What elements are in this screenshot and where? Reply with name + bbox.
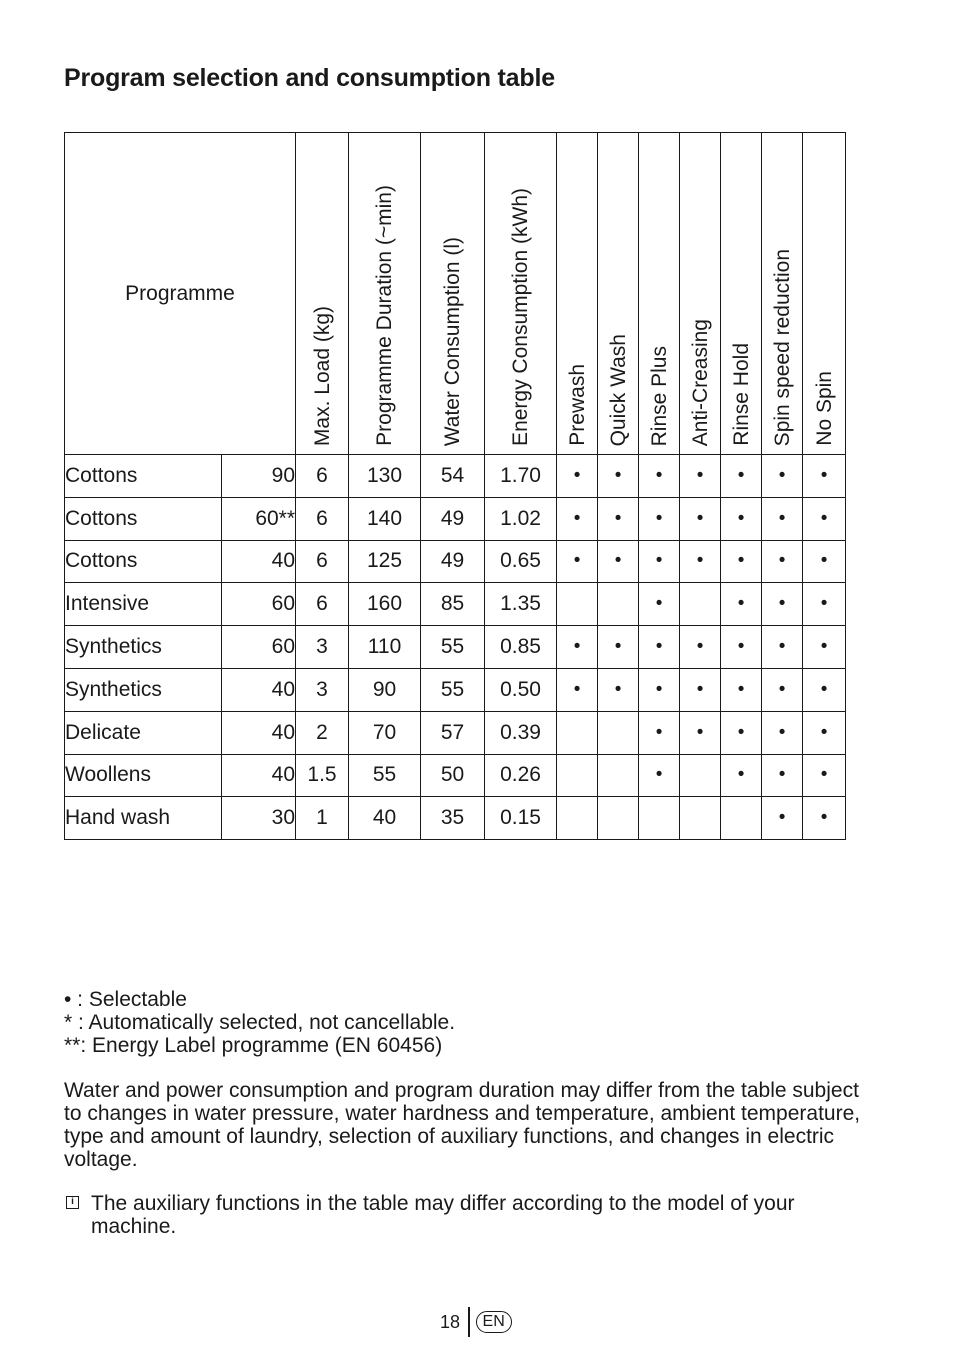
energy-consumption-cell: 0.85 (485, 626, 557, 669)
programme-name-cell: Cottons (65, 497, 222, 540)
option-cell (557, 754, 598, 797)
option-cell: • (639, 668, 680, 711)
max-load-cell: 1.5 (296, 754, 349, 797)
program-table (64, 132, 846, 840)
option-cell: • (557, 455, 598, 498)
page-footer (440, 1307, 512, 1337)
option-cell: • (721, 711, 762, 754)
header-label: Anti-Creasing (688, 318, 712, 446)
option-cell (557, 711, 598, 754)
option-cell: • (557, 540, 598, 583)
option-cell: • (557, 497, 598, 540)
temperature-cell: 90 (222, 455, 296, 498)
duration-cell: 160 (349, 583, 421, 626)
option-cell: • (721, 497, 762, 540)
programme-name-cell: Synthetics (65, 668, 222, 711)
option-cell (639, 797, 680, 840)
duration-cell: 125 (349, 540, 421, 583)
water-consumption-cell: 54 (421, 455, 485, 498)
legend-item: • : Selectable (64, 988, 187, 1011)
table-row (65, 626, 846, 669)
max-load-cell: 6 (296, 455, 349, 498)
water-consumption-cell: 85 (421, 583, 485, 626)
table-row (65, 455, 846, 498)
header-label: Spin speed reduction (770, 248, 794, 446)
option-cell: • (803, 668, 846, 711)
option-cell: • (557, 626, 598, 669)
footer-divider (468, 1307, 470, 1337)
option-cell (557, 797, 598, 840)
programme-name-cell: Cottons (65, 540, 222, 583)
option-cell: • (598, 497, 639, 540)
table-row (65, 540, 846, 583)
option-cell: • (639, 626, 680, 669)
header-spin-speed-reduction (762, 133, 803, 455)
header-anti-creasing (680, 133, 721, 455)
header-label: Quick Wash (606, 333, 630, 446)
option-cell: • (721, 668, 762, 711)
option-cell: • (680, 626, 721, 669)
option-cell: • (721, 455, 762, 498)
option-cell (598, 583, 639, 626)
option-cell: • (721, 583, 762, 626)
header-water (421, 133, 485, 455)
option-cell: • (803, 583, 846, 626)
header-label: Water Consumption (l) (441, 236, 465, 446)
max-load-cell: 2 (296, 711, 349, 754)
option-cell: • (762, 455, 803, 498)
energy-consumption-cell: 0.39 (485, 711, 557, 754)
option-cell (598, 797, 639, 840)
duration-cell: 70 (349, 711, 421, 754)
option-cell: • (680, 455, 721, 498)
option-cell: • (762, 668, 803, 711)
option-cell: • (639, 583, 680, 626)
table-row (65, 711, 846, 754)
duration-cell: 90 (349, 668, 421, 711)
header-label: Programme Duration (~min) (373, 185, 397, 446)
option-cell (680, 797, 721, 840)
option-cell: • (639, 540, 680, 583)
option-cell: • (598, 455, 639, 498)
header-energy (485, 133, 557, 455)
option-cell: • (762, 583, 803, 626)
language-badge: EN (476, 1311, 512, 1333)
programme-name-cell: Synthetics (65, 626, 222, 669)
option-cell: • (680, 668, 721, 711)
programme-name-cell: Woollens (65, 754, 222, 797)
max-load-cell: 3 (296, 626, 349, 669)
option-cell: • (639, 497, 680, 540)
option-cell: • (762, 754, 803, 797)
table-row (65, 668, 846, 711)
programme-header: Programme (65, 133, 296, 455)
legend-item: **: Energy Label programme (EN 60456) (64, 1034, 443, 1057)
programme-name-cell: Delicate (65, 711, 222, 754)
option-cell: • (598, 540, 639, 583)
option-cell: • (680, 711, 721, 754)
energy-consumption-cell: 1.35 (485, 583, 557, 626)
option-cell: • (557, 668, 598, 711)
option-cell (680, 583, 721, 626)
option-cell: • (680, 540, 721, 583)
option-cell: • (680, 497, 721, 540)
duration-cell: 110 (349, 626, 421, 669)
table-row (65, 754, 846, 797)
temperature-cell: 60 (222, 583, 296, 626)
header-no-spin (803, 133, 846, 455)
info-icon: i (66, 1196, 79, 1209)
duration-cell: 55 (349, 754, 421, 797)
energy-consumption-cell: 1.02 (485, 497, 557, 540)
temperature-cell: 40 (222, 711, 296, 754)
temperature-cell: 40 (222, 668, 296, 711)
option-cell: • (639, 455, 680, 498)
header-label: Prewash (565, 364, 589, 446)
legend (64, 988, 864, 1057)
page-title: Program selection and consumption table (64, 64, 555, 92)
programme-name-cell: Hand wash (65, 797, 222, 840)
option-cell (598, 711, 639, 754)
option-cell: • (598, 668, 639, 711)
option-cell: • (803, 754, 846, 797)
header-duration (349, 133, 421, 455)
info-text: The auxiliary functions in the table may differ according to the model of your machine. (91, 1192, 795, 1238)
option-cell: • (803, 497, 846, 540)
option-cell: • (762, 626, 803, 669)
table-row (65, 797, 846, 840)
option-cell: • (721, 626, 762, 669)
max-load-cell: 1 (296, 797, 349, 840)
option-cell: • (598, 626, 639, 669)
option-cell: • (803, 626, 846, 669)
option-cell (598, 754, 639, 797)
page-number: 18 (440, 1311, 461, 1332)
header-label: Energy Consumption (kWh) (509, 188, 533, 446)
max-load-cell: 6 (296, 497, 349, 540)
temperature-cell: 30 (222, 797, 296, 840)
water-consumption-cell: 49 (421, 540, 485, 583)
max-load-cell: 3 (296, 668, 349, 711)
header-label: Rinse Plus (647, 345, 671, 446)
info-note (64, 1192, 864, 1238)
table-body (65, 455, 846, 840)
option-cell: • (639, 754, 680, 797)
temperature-cell: 40 (222, 754, 296, 797)
option-cell: • (762, 711, 803, 754)
energy-consumption-cell: 0.15 (485, 797, 557, 840)
temperature-cell: 60** (222, 497, 296, 540)
option-cell (557, 583, 598, 626)
temperature-cell: 60 (222, 626, 296, 669)
table-header-row (65, 133, 846, 455)
energy-consumption-cell: 0.26 (485, 754, 557, 797)
programme-name-cell: Cottons (65, 455, 222, 498)
table-row (65, 497, 846, 540)
option-cell: • (721, 754, 762, 797)
option-cell: • (762, 540, 803, 583)
header-label: Rinse Hold (729, 343, 753, 446)
water-consumption-cell: 49 (421, 497, 485, 540)
header-max-load (296, 133, 349, 455)
option-cell: • (803, 455, 846, 498)
option-cell (721, 797, 762, 840)
water-consumption-cell: 57 (421, 711, 485, 754)
water-consumption-cell: 35 (421, 797, 485, 840)
option-cell: • (639, 711, 680, 754)
energy-consumption-cell: 1.70 (485, 455, 557, 498)
header-label: Max. Load (kg) (310, 305, 334, 446)
header-rinse-plus (639, 133, 680, 455)
duration-cell: 40 (349, 797, 421, 840)
table-row (65, 583, 846, 626)
option-cell (680, 754, 721, 797)
duration-cell: 140 (349, 497, 421, 540)
energy-consumption-cell: 0.65 (485, 540, 557, 583)
temperature-cell: 40 (222, 540, 296, 583)
option-cell: • (803, 540, 846, 583)
energy-consumption-cell: 0.50 (485, 668, 557, 711)
programme-name-cell: Intensive (65, 583, 222, 626)
max-load-cell: 6 (296, 583, 349, 626)
max-load-cell: 6 (296, 540, 349, 583)
option-cell: • (762, 497, 803, 540)
duration-cell: 130 (349, 455, 421, 498)
option-cell: • (762, 797, 803, 840)
water-consumption-cell: 55 (421, 626, 485, 669)
legend-item: * : Automatically selected, not cancellable. (64, 1011, 456, 1034)
consumption-note: Water and power consumption and program duration may differ from the table subject to changes in water pressure, water hardness and temperature, ambient temperature, type and amount of laundry, selection of auxiliary functions, and changes in electric voltage. (64, 1079, 861, 1171)
header-label: No Spin (812, 371, 836, 446)
water-consumption-cell: 55 (421, 668, 485, 711)
option-cell: • (803, 797, 846, 840)
option-cell: • (803, 711, 846, 754)
water-consumption-cell: 50 (421, 754, 485, 797)
header-prewash (557, 133, 598, 455)
header-quick-wash (598, 133, 639, 455)
header-rinse-hold (721, 133, 762, 455)
option-cell: • (721, 540, 762, 583)
